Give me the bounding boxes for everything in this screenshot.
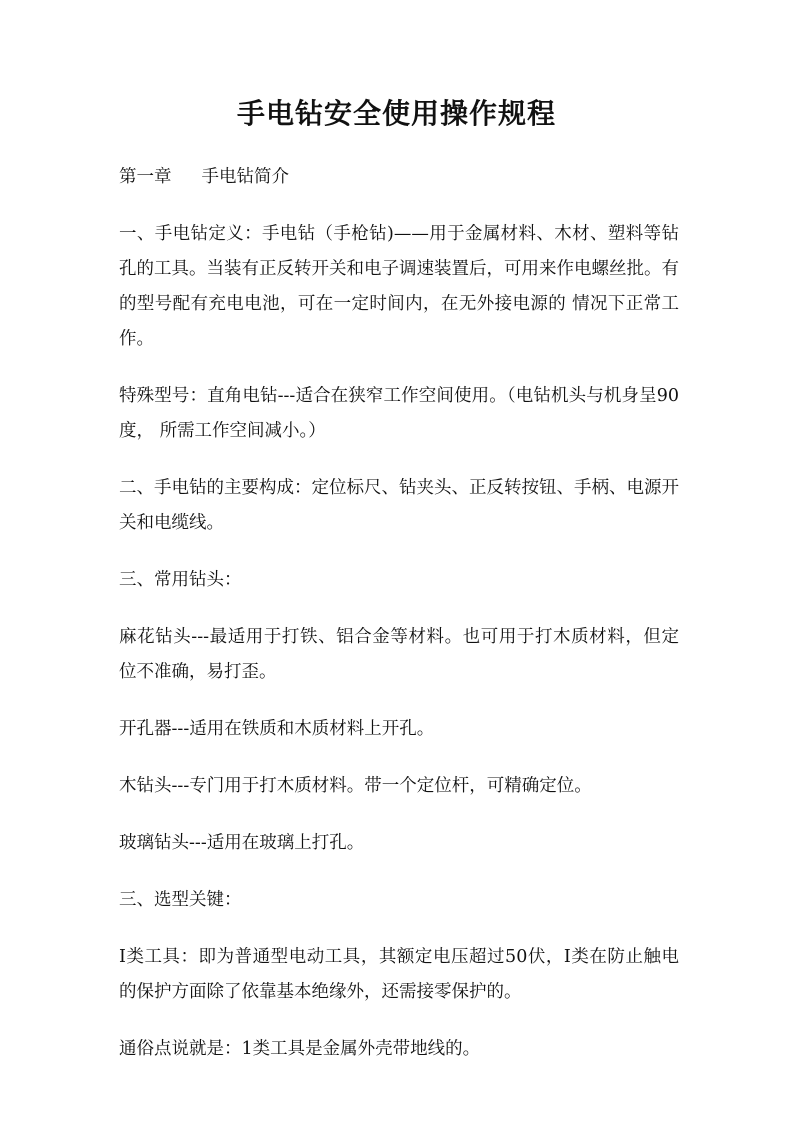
section-heading-drill-bits: 三、常用钻头： xyxy=(119,570,242,590)
document-title: 手电钻安全使用操作规程 xyxy=(236,97,556,130)
chapter-title: 手电钻简介 xyxy=(201,167,289,187)
chapter-heading xyxy=(119,160,679,195)
section-heading-selection: 三、选型关键： xyxy=(119,890,242,910)
document-body xyxy=(119,160,679,1089)
paragraph-wood-drill: 木钻头---专门用于打木质材料。带一个定位杆，可精确定位。 xyxy=(119,776,592,796)
paragraph-hole-opener: 开孔器---适用在铁质和木质材料上开孔。 xyxy=(119,719,435,739)
chapter-label: 第一章 xyxy=(119,167,172,187)
paragraph-plain-explanation: 通俗点说就是：1类工具是金属外壳带地线的。 xyxy=(119,1039,481,1059)
paragraph-glass-drill: 玻璃钻头---适用在玻璃上打孔。 xyxy=(119,833,365,853)
paragraph-main-components: 二、手电钻的主要构成：定位标尺、钻夹头、正反转按钮、手柄、电源开关和电缆线。 xyxy=(119,478,679,533)
paragraph-special-model: 特殊型号：直角电钻---适合在狭窄工作空间使用。（电钻机头与机身呈90度， 所需工作空间减小。） xyxy=(119,386,679,441)
paragraph-definition: 一、手电钻定义：手电钻（手枪钻)——用于金属材料、木材、塑料等钻孔的工具。当装有正反转开关和电子调速装置后，可用来作电螺丝批。有的型号配有充电电池，可在一定时间内，在无外接电源的 情况下正常工作。 xyxy=(119,224,679,349)
paragraph-twist-drill: 麻花钻头---最适用于打铁、铝合金等材料。也可用于打木质材料，但定位不准确，易打歪。 xyxy=(119,627,679,682)
paragraph-class-one-tools: Ⅰ类工具：即为普通型电动工具，其额定电压超过50伏，Ⅰ类在防止触电的保护方面除了依靠基本绝缘外，还需接零保护的。 xyxy=(119,947,679,1002)
